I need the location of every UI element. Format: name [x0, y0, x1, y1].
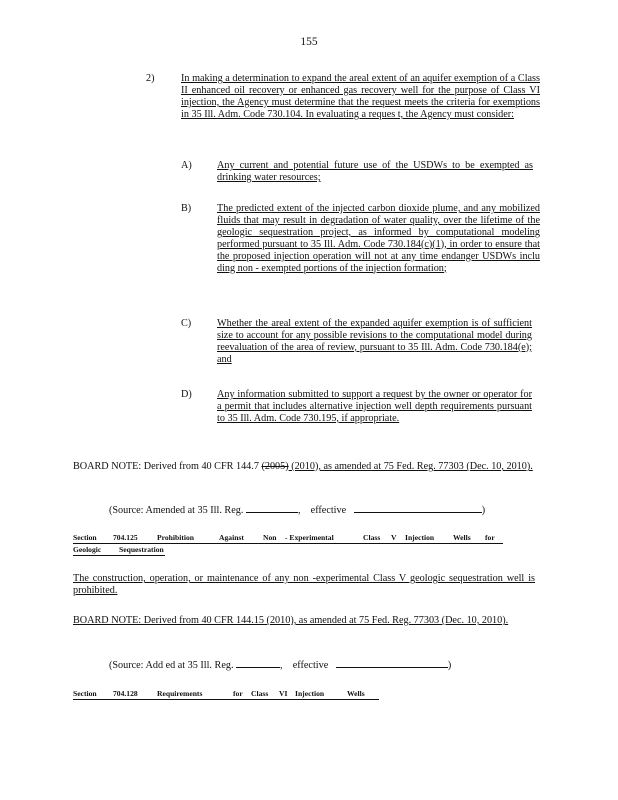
item-2-label: 2)	[146, 73, 155, 84]
source-1-date-blank	[354, 503, 482, 513]
subitem-b-text: The predicted extent of the injected carbon dioxide plume, and any mobilized fluids that may result in degradation of water quality, over the lifetime of the geologic sequestration project, as informed by computational modeling performed pursuant to 35 Ill. Adm. Code 730.184(c)(1), in order to ensure that the proposed injection operation will not at any time endanger USDWs inclu ding non - exempted portions of the injection formation;	[217, 203, 540, 274]
section-704-128-heading: Section 704.128 Requirements for Class VI Injection Wells	[73, 689, 379, 700]
item-2-text: In making a determination to expand the areal extent of an aquifer exemption of a Class II enhanced oil recovery or enhanced gas recovery well for the purpose of Class VI injection, the Agency must determine that the request meets the criteria for exemptions in 35 Ill. Adm. Code 730.104. In evaluating a reques t, the Agency must consider:	[181, 73, 540, 120]
board-note-2: BOARD NOTE: Derived from 40 CFR 144.15 (2010), as amended at 75 Fed. Reg. 77303 (Dec. 10, 2010).	[73, 615, 509, 626]
page-number: 155	[300, 36, 318, 48]
source-line-1: (Source: Amended at 35 Ill. Reg. , effective )	[109, 505, 486, 516]
subitem-a-text: Any current and potential future use of the USDWs to be exempted as drinking water resources;	[217, 160, 533, 183]
source-2-date-blank	[336, 658, 448, 668]
source-1-effective: effective	[310, 505, 347, 516]
subitem-d-text: Any information submitted to support a request by the owner or operator for a permit that includes alternative injection well depth requirements pursuant to 35 Ill. Adm. Code 730.195, if appropriate.	[217, 389, 532, 424]
source-1-reg-blank	[246, 503, 298, 513]
board-note-1-suffix: (2010), as amended at 75 Fed. Reg. 77303 (Dec. 10, 2010).	[288, 461, 533, 472]
source-line-2: (Source: Add ed at 35 Ill. Reg. , effective )	[109, 660, 452, 671]
source-1-close: )	[481, 505, 486, 516]
board-note-1-struck: (2005)	[261, 461, 289, 472]
section-704-125-heading: Section 704.125 Prohibition Against Non - Experimental Class V Injection Wells for Geologic Sequestration	[73, 533, 503, 556]
board-note-1-prefix: BOARD NOTE: Derived from 40 CFR 144.7	[73, 461, 262, 472]
section-704-125-text: The construction, operation, or maintenance of any non -experimental Class V geologic sequestration well is prohibited.	[73, 573, 535, 596]
subitem-a-label: A)	[181, 160, 192, 171]
subitem-d-label: D)	[181, 389, 192, 400]
source-1-text: (Source: Amended at 35 Ill. Reg.	[109, 505, 244, 516]
subitem-b-label: B)	[181, 203, 192, 214]
source-2-text: (Source: Add ed at 35 Ill. Reg.	[109, 660, 234, 671]
subitem-c-text: Whether the areal extent of the expanded aquifer exemption is of sufficient size to account for any possible revisions to the computational model during reevaluation of the area of review, pursuant to 35 Ill. Adm. Code 730.184(e); and	[217, 318, 532, 365]
board-note-1	[73, 461, 535, 473]
subitem-c-label: C)	[181, 318, 192, 329]
source-2-close: )	[447, 660, 452, 671]
source-2-reg-blank	[236, 658, 280, 668]
source-2-effective: effective	[292, 660, 329, 671]
